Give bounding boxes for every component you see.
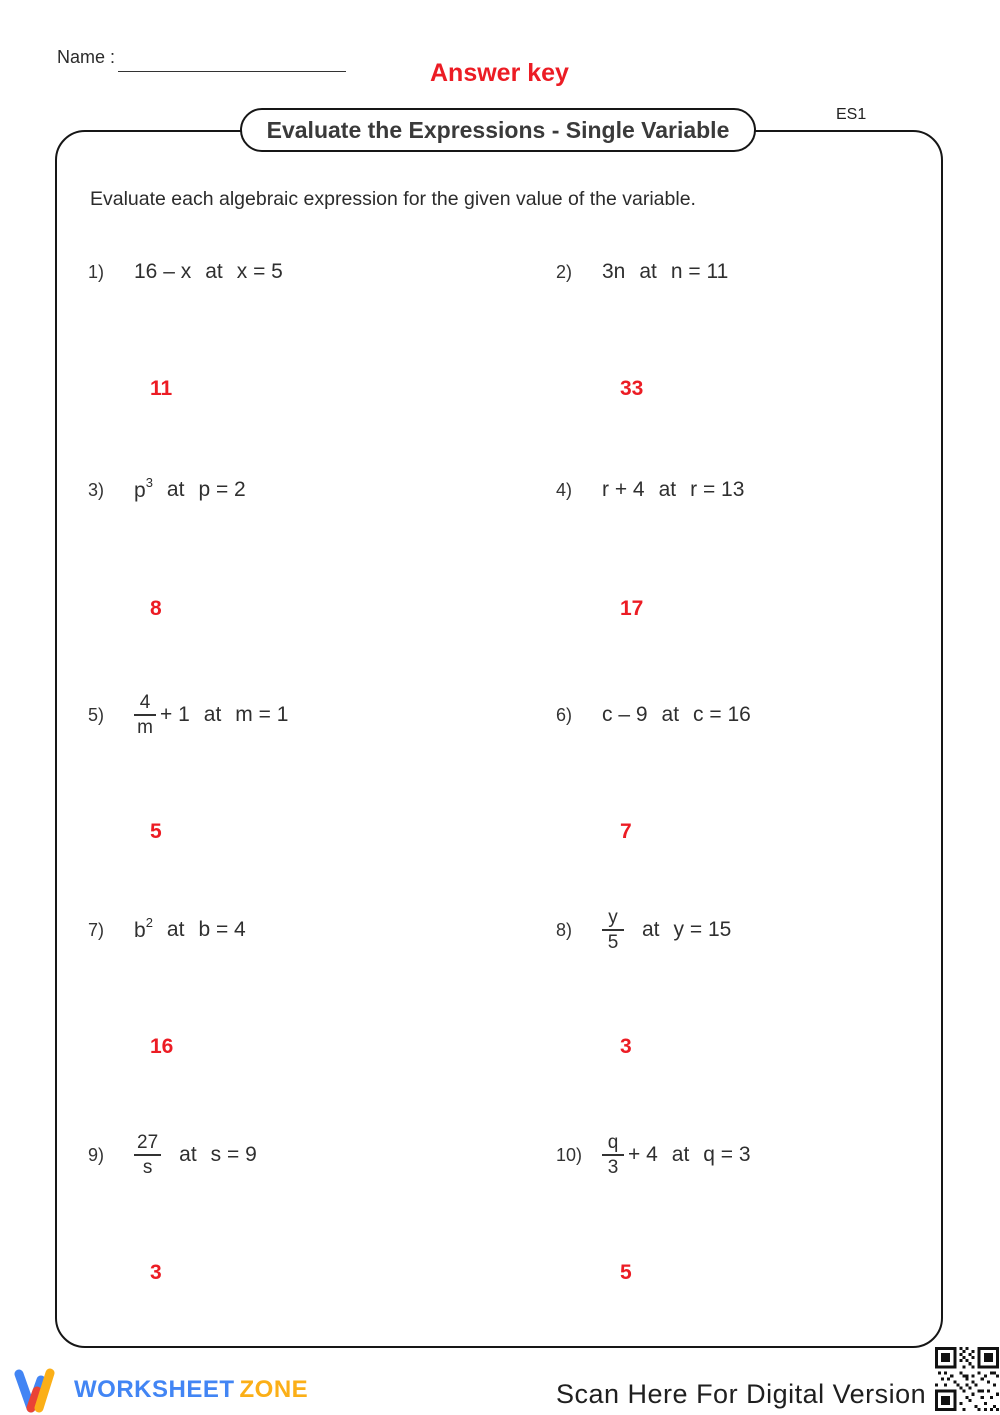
problem-8-expression (602, 907, 628, 953)
problem-6-number: 6) (556, 704, 573, 725)
brand-logo (14, 1366, 308, 1414)
problem-1 (88, 244, 283, 300)
instruction-text: Evaluate each algebraic expression for the given value of the variable. (90, 188, 696, 210)
scan-here-text: Scan Here For Digital Version (556, 1379, 927, 1409)
answer-9: 3 (150, 1261, 162, 1284)
problem-6-expression: c – 9 (602, 703, 648, 726)
problem-5-number: 5) (88, 704, 105, 725)
answer-6: 7 (620, 820, 632, 843)
problem-7-expression: $b^2$ (134, 915, 153, 942)
problem-9-at: at (179, 1143, 197, 1166)
fraction: $\frac{q}{3}$ (602, 1132, 624, 1178)
problem-5-value: m = 1 (235, 703, 289, 726)
problem-2-expression: 3n (602, 260, 626, 283)
problem-5 (88, 687, 288, 743)
problem-8-at: at (642, 918, 660, 941)
problem-4-expression: r + 4 (602, 478, 645, 501)
answer-1: 11 (150, 377, 173, 400)
problem-5-expression: $\frac{4}{m}$ + 1 (134, 692, 190, 738)
answer-2: 33 (620, 377, 644, 400)
problem-3 (88, 462, 246, 518)
answer-7: 16 (150, 1035, 174, 1058)
problem-9-expression (134, 1132, 165, 1178)
problem-7-number: 7) (88, 919, 105, 940)
problem-7-at: at (166, 918, 185, 941)
problem-1-value: x = 5 (236, 260, 283, 283)
worksheet-title (240, 108, 756, 152)
qr-code-icon (935, 1345, 999, 1413)
answer-key-heading: Answer key (430, 59, 569, 87)
problem-10 (556, 1127, 751, 1183)
problem-2-value: n = 11 (670, 260, 729, 283)
answer-10: 5 (620, 1261, 632, 1284)
problem-4-at: at (658, 478, 677, 501)
problem-1-expression: 16 – x (134, 260, 192, 283)
problem-9-number: 9) (88, 1144, 105, 1165)
answer-3: 8 (150, 597, 162, 620)
problem-3-at: at (166, 478, 185, 501)
problem-4-number: 4) (556, 479, 573, 500)
problem-8-value: y = 15 (673, 918, 732, 941)
problem-6-value: c = 16 (693, 703, 751, 726)
problem-6-at: at (661, 703, 680, 726)
problem-7 (88, 902, 246, 958)
brand-name: WORKSHEET ZONE (74, 1376, 309, 1403)
problem-8 (556, 902, 731, 958)
problem-2 (556, 244, 728, 300)
fraction: $\frac{y}{5}$ (602, 907, 624, 953)
problem-10-number: 10) (556, 1144, 583, 1165)
problem-4-value: r = 13 (690, 478, 745, 501)
problem-3-exponent: 3 (145, 475, 153, 490)
problem-7-value: b = 4 (198, 918, 246, 941)
problem-3-expression: $p^3$ (134, 475, 153, 502)
problem-1-at: at (205, 260, 223, 283)
problem-10-value: q = 3 (703, 1143, 751, 1166)
problem-3-number: 3) (88, 479, 105, 500)
answer-4: 17 (620, 597, 644, 620)
answer-8: 3 (620, 1035, 632, 1058)
problem-9 (88, 1127, 257, 1183)
name-blank-line (118, 71, 346, 72)
problem-8-number: 8) (556, 919, 573, 940)
problem-10-expression: $\frac{q}{3}$ + 4 (602, 1132, 658, 1178)
worksheetzone-logo-icon (14, 1366, 66, 1414)
fraction: $\frac{27}{s}$ (134, 1132, 161, 1178)
answer-5: 5 (150, 820, 162, 843)
fraction: $\frac{4}{m}$ (134, 692, 156, 738)
problem-7-exponent: 2 (145, 915, 153, 930)
problem-3-value: p = 2 (198, 478, 246, 501)
problem-4 (556, 462, 744, 518)
problem-5-at: at (203, 703, 222, 726)
problem-2-number: 2) (556, 261, 573, 282)
name-label: Name : (57, 47, 116, 67)
problem-1-number: 1) (88, 261, 105, 282)
problem-9-value: s = 9 (210, 1143, 257, 1166)
problem-6 (556, 687, 751, 743)
worksheet-title-text: Evaluate the Expressions - Single Variable (266, 116, 730, 143)
problem-10-at: at (671, 1143, 690, 1166)
problem-2-at: at (639, 260, 657, 283)
sheet-code: ES1 (836, 106, 867, 123)
